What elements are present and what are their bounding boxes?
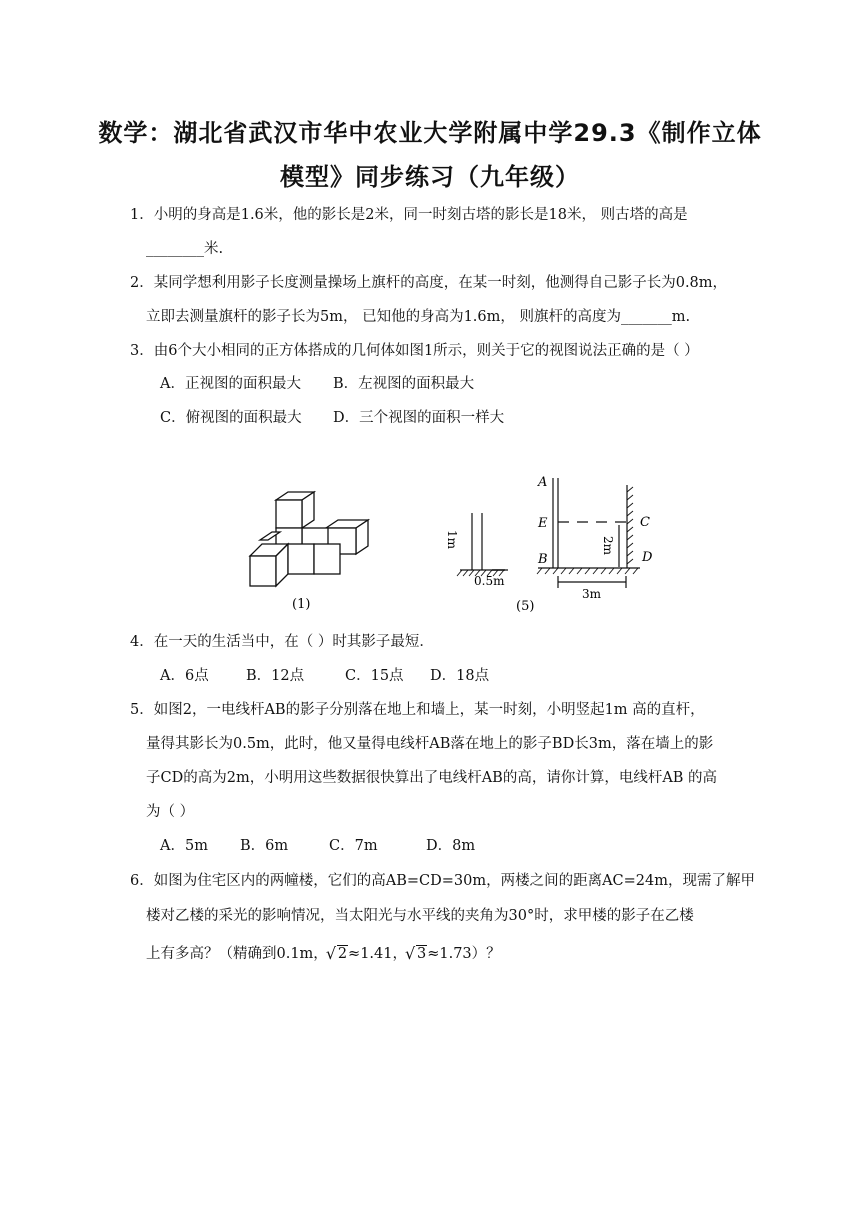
- q4-option-a: A．6点: [160, 668, 209, 684]
- q6-line2: 楼对乙楼的采光的影响情况，当太阳光与水平线的夹角为30°时，求甲楼的影子在乙楼: [146, 908, 694, 924]
- q6-line3-a: 上有多高？（精确到0.1m，: [146, 946, 328, 962]
- q4-option-d: D．18点: [430, 668, 490, 684]
- q5-line2: 量得其影长为0.5m，此时，他又量得电线杆AB落在地上的影子BD长3m，落在墙上的影: [146, 736, 714, 752]
- q4-option-c: C．15点: [345, 668, 404, 684]
- q4-option-b: B．12点: [246, 668, 305, 684]
- q3-option-b: B．左视图的面积最大: [333, 376, 475, 392]
- figure-5-caption: (5): [516, 599, 535, 614]
- q5-line1: 5．如图2，一电线杆AB的影子分别落在地上和墙上，某一时刻，小明竖起1m 高的直杆，: [130, 702, 705, 718]
- q5-option-b: B．6m: [240, 838, 289, 854]
- q3-stem: 3．由6个大小相同的正方体搭成的几何体如图1所示，则关于它的视图说法正确的是（ ）: [130, 343, 699, 359]
- q3-option-a: A．正视图的面积最大: [160, 376, 301, 392]
- label-wall-height: 2m: [601, 536, 615, 556]
- point-b: B: [538, 552, 548, 567]
- sqrt-2: √ 2: [328, 946, 348, 962]
- page-title-line2: 模型》同步练习（九年级）: [280, 163, 580, 191]
- page-title-line1: 数学：湖北省武汉市华中农业大学附属中学29.3《制作立体: [98, 119, 762, 147]
- label-pole-height: 1m: [445, 530, 459, 550]
- q5-option-a: A．5m: [160, 838, 208, 854]
- point-e: E: [538, 516, 548, 531]
- figure-2-pole-wall: [530, 470, 660, 602]
- q5-option-d: D．8m: [426, 838, 476, 854]
- q1-line1: 1．小明的身高是1.6米，他的影长是2米，同一时刻古塔的影长是18米， 则古塔的高是: [130, 207, 688, 223]
- q6-line3-b: ≈1.41，: [348, 946, 407, 962]
- q5-line4: 为（ ）: [146, 804, 195, 820]
- q3-option-d: D．三个视图的面积一样大: [333, 410, 505, 426]
- q6-line3: [146, 942, 501, 963]
- figure-5-pole: [445, 498, 535, 614]
- q3-option-c: C．俯视图的面积最大: [160, 410, 302, 426]
- q5-line3: 子CD的高为2m，小明用这些数据很快算出了电线杆AB的高，请你计算，电线杆AB 的高: [146, 770, 718, 786]
- q2-line1: 2．某同学想利用影子长度测量操场上旗杆的高度，在某一时刻，他测得自己影子长为0.8m，: [130, 275, 728, 291]
- label-ground-length: 3m: [582, 587, 602, 601]
- point-d: D: [642, 550, 653, 565]
- label-pole-shadow: 0.5m: [474, 574, 505, 588]
- q2-line2: 立即去测量旗杆的影子长为5m， 已知他的身高为1.6m， 则旗杆的高度为_______m.: [146, 309, 691, 325]
- point-c: C: [640, 515, 650, 530]
- figure-1-caption: (1): [292, 597, 311, 612]
- sqrt-3: √ 3: [407, 946, 427, 962]
- q6-line1: 6．如图为住宅区内的两幢楼，它们的高AB=CD=30m，两楼之间的距离AC=24m，现需了解甲: [130, 873, 755, 889]
- q5-option-c: C．7m: [329, 838, 378, 854]
- q1-line2: ________米.: [146, 241, 224, 257]
- figure-1-cubes: [240, 488, 385, 610]
- point-a: A: [538, 475, 548, 490]
- q6-line3-c: ≈1.73）？: [427, 946, 501, 962]
- q4-stem: 4．在一天的生活当中，在（ ）时其影子最短．: [130, 634, 434, 650]
